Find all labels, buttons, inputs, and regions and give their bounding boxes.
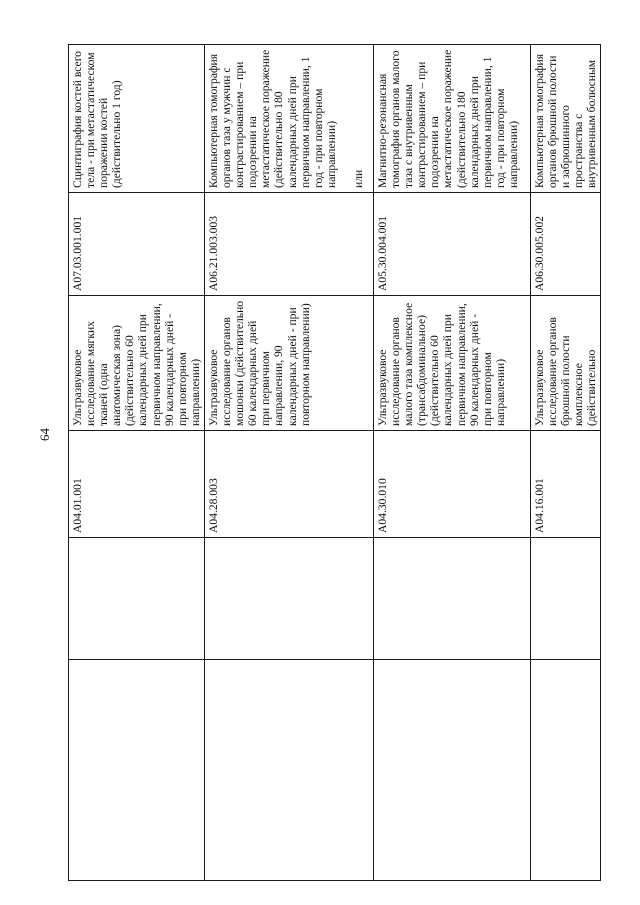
empty-cell [373, 660, 530, 881]
service-name-cell: Ультразвуковое исследование органов мошонки (действительно 60 календарных дней при первичном направлении, 90 календарных дней - при повторном направлении) [204, 296, 373, 431]
service-name-cell: Компьютерная томография органов брюшной полости и забрюшинного пространства с внутривенным болюсным [530, 45, 600, 193]
service-code-cell: A04.16.001 [530, 431, 600, 538]
services-table [68, 44, 601, 881]
empty-cell [530, 538, 600, 660]
service-name-cell: Сцинтиграфия костей всего тела - при метастатическом поражении костей (действительно 1 год) [69, 45, 205, 193]
service-code-cell: A04.28.003 [204, 431, 373, 538]
empty-cell [69, 660, 205, 881]
service-code-cell: A04.30.010 [373, 431, 530, 538]
service-name-cell: Ультразвуковое исследование органов брюшной полости комплексное (действительно [530, 296, 600, 431]
service-name-cell: Ультразвуковое исследование мягких тканей (одна анатомическая зона) (действительно 60 календарных дней при первичном направлении, 90 календарных дней - при повторном направлении) [69, 296, 205, 431]
service-code-cell: A06.30.005.002 [530, 193, 600, 296]
service-name-cell: Магнитно-резонансная томография органов малого таза с внутривенным контрастированием – при подозрении на метастатическое поражение (действительно 180 календарных дней при первичном направлении, 1 год - при повторном направлении) [373, 45, 530, 193]
table-row [69, 45, 205, 881]
empty-cell [204, 660, 373, 881]
alternative-or-text: или [351, 169, 365, 188]
table-row [530, 45, 600, 881]
table-row [204, 45, 373, 881]
service-code-cell: A05.30.004.001 [373, 193, 530, 296]
table-row [373, 45, 530, 881]
empty-cell [204, 538, 373, 660]
service-code-cell: A06.21.003.003 [204, 193, 373, 296]
service-name-text: Компьютерная томография органов таза у мужчин с контрастированием – при подозрении на метастатическое поражение (действительно 180 календарных дней при первичном направлении, 1 год - при повторном направлении) [206, 49, 338, 188]
service-name-cell: Ультразвуковое исследование органов малого таза комплексное (трансабдоминальное) (действительно 60 календарных дней при первичном направлении, 90 календарных дней - при повторном направлении) [373, 296, 530, 431]
service-name-cell [204, 45, 373, 193]
empty-cell [373, 538, 530, 660]
service-code-cell: A04.01.001 [69, 431, 205, 538]
empty-cell [530, 660, 600, 881]
empty-cell [69, 538, 205, 660]
landscape-page [68, 45, 599, 881]
page-number: 64 [37, 428, 52, 441]
service-code-cell: A07.03.001.001 [69, 193, 205, 296]
